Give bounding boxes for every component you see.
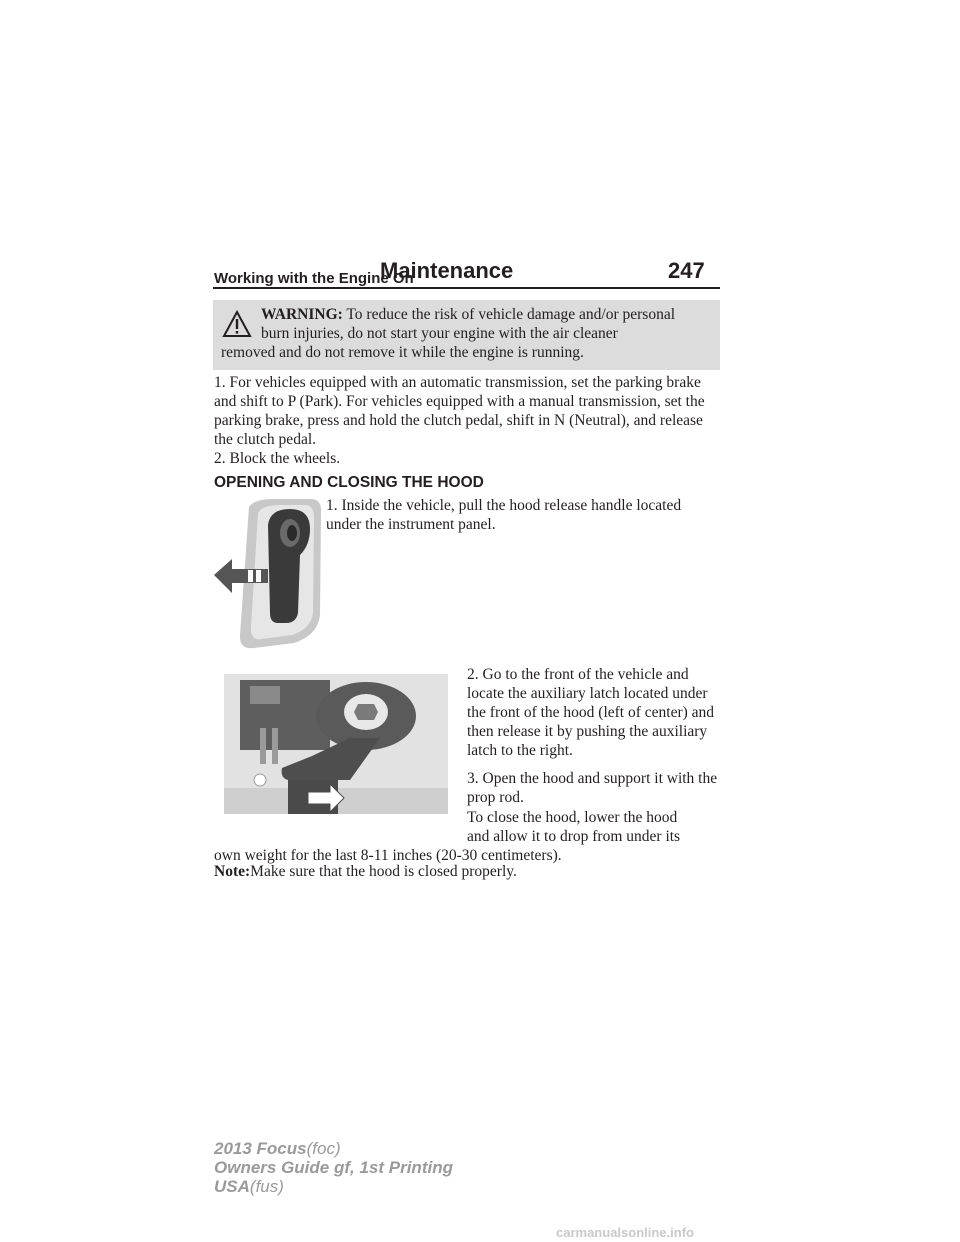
footer-guide: Owners Guide gf, 1st Printing <box>214 1158 453 1177</box>
close-line-3: own weight for the last 8-11 inches (20-30 centimeters). <box>214 847 562 864</box>
page-number: 247 <box>668 258 705 283</box>
footer-model: 2013 Focus <box>214 1139 307 1158</box>
hood-step-3: 3. Open the hood and support it with the prop rod. <box>467 770 718 806</box>
hood-step-2: 2. Go to the front of the vehicle and locate the auxiliary latch located under the front of the hood (left of center) and then release it by pushing the auxiliary latch to the right. <box>467 666 715 759</box>
note-text: Make sure that the hood is closed properly. <box>250 863 517 880</box>
subsection-heading: Working with the Engine On <box>214 270 414 287</box>
page-section-title: Maintenance <box>380 258 514 283</box>
warning-text <box>221 305 716 362</box>
warning-label: WARNING: <box>261 306 343 323</box>
footer-model-code: (foc) <box>306 1139 341 1158</box>
footer-market-code: (fus) <box>249 1177 284 1196</box>
engine-step-1: 1. For vehicles equipped with an automatic transmission, set the parking brake and shift to P (Park). For vehicles equipped with a manual transmission, set the parking brake, press and hold the clutch pedal, shift in N (Neutral), and release the clutch pedal. <box>214 374 705 448</box>
warning-line-1: To reduce the risk of vehicle damage and/or personal <box>346 306 676 323</box>
close-line-2: and allow it to drop from under its <box>467 828 681 845</box>
note <box>214 862 722 881</box>
auxiliary-latch-illustration <box>220 668 460 818</box>
warning-line-2: burn injuries, do not start your engine with the air cleaner <box>261 325 618 342</box>
note-label: Note: <box>214 863 251 880</box>
warning-line-3: removed and do not remove it while the engine is running. <box>221 344 584 361</box>
footer-edition-info <box>214 1139 453 1196</box>
hood-release-handle-illustration <box>214 495 326 650</box>
watermark: carmanualsonline.info <box>556 1225 694 1240</box>
header-divider <box>213 287 720 289</box>
close-line-1: To close the hood, lower the hood <box>467 809 678 826</box>
hood-step-1: 1. Inside the vehicle, pull the hood release handle located under the instrument panel. <box>326 497 682 533</box>
engine-step-2: 2. Block the wheels. <box>214 450 341 467</box>
close-hood-instructions <box>467 808 727 846</box>
footer-market: USA <box>214 1177 250 1196</box>
section-heading: OPENING AND CLOSING THE HOOD <box>214 474 484 491</box>
